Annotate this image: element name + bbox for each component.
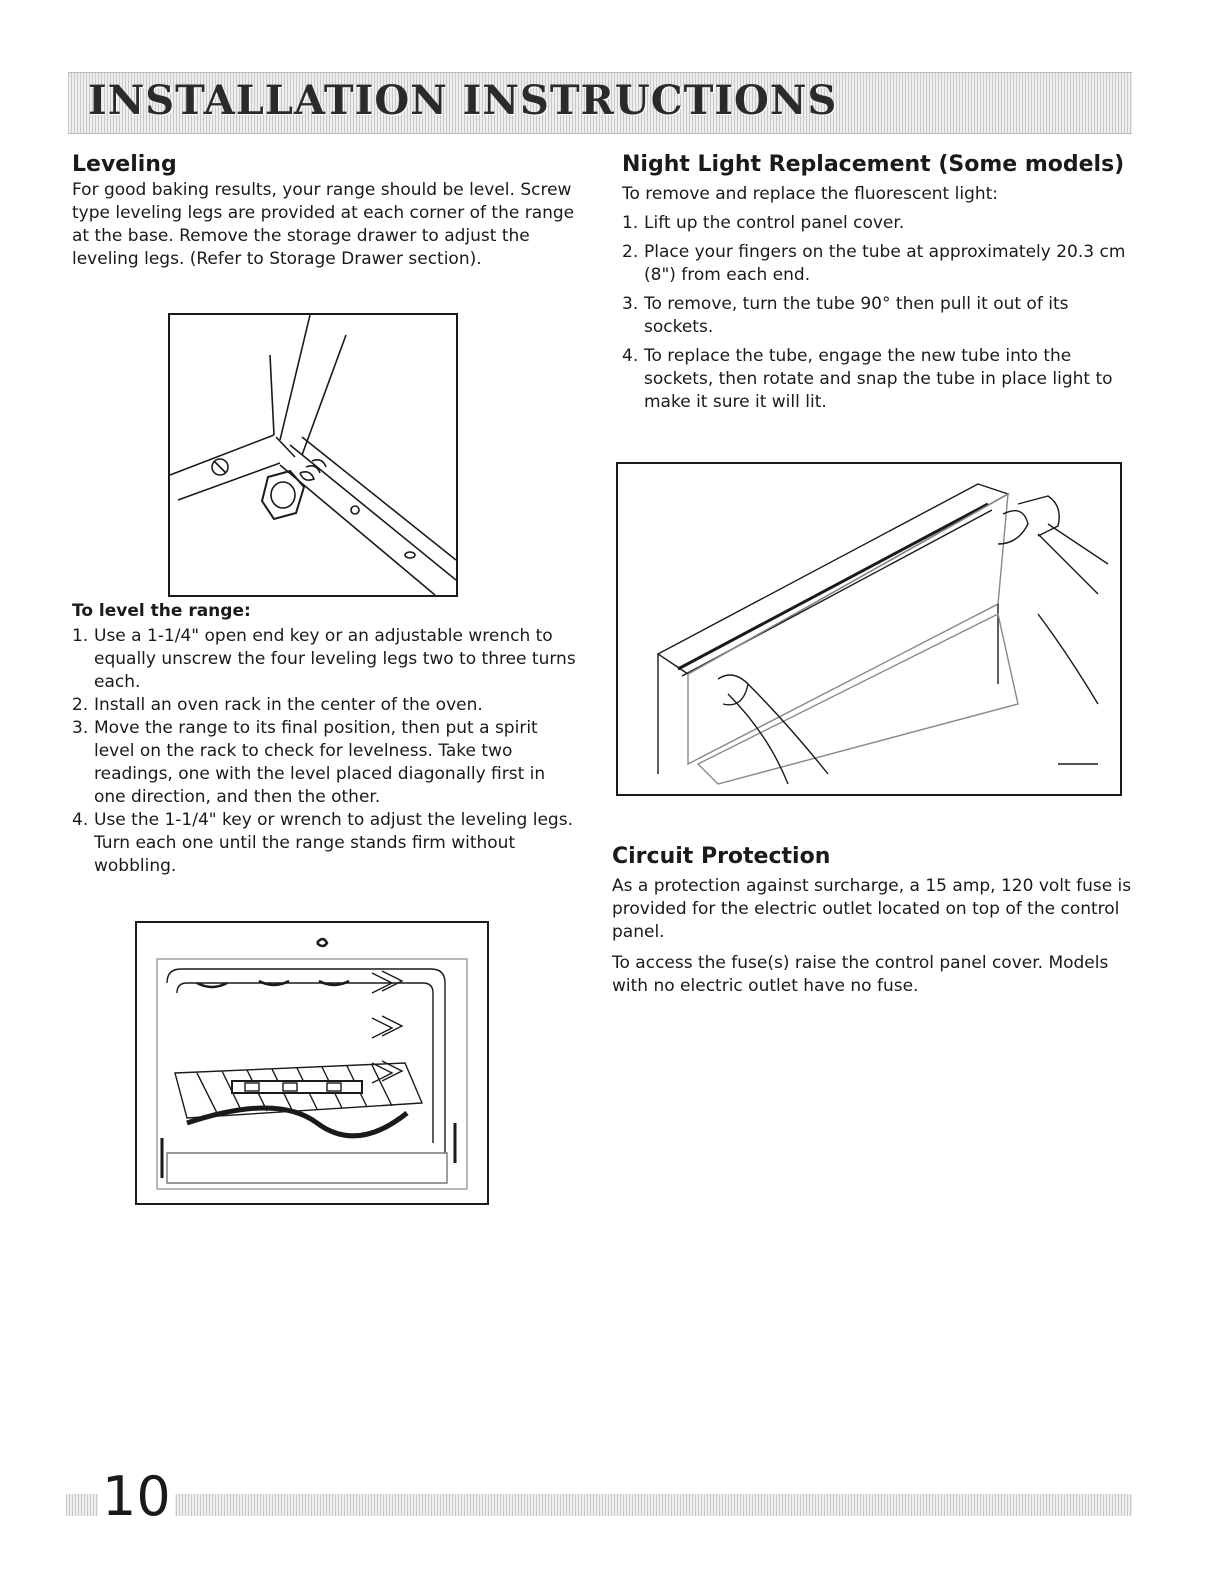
- night-light-section: [622, 152, 1142, 414]
- footer-bar-left: [66, 1494, 98, 1516]
- step-number: 1.: [72, 626, 89, 646]
- list-item: [72, 625, 577, 694]
- step-text: Use the 1-1/4" key or wrench to adjust the leveling legs. Turn each one until the range stands firm without wobbling.: [94, 810, 573, 876]
- list-item: [72, 809, 577, 878]
- night-light-steps-list: [622, 212, 1142, 414]
- oven-rack-illustration: [137, 923, 487, 1203]
- step-text: Move the range to its final position, then put a spirit level on the rack to check for levelness. Take two readings, one with the level placed diagonally first in one direction, and then the other.: [94, 718, 546, 807]
- circuit-para-2: To access the fuse(s) raise the control panel cover. Models with no electric outlet have no fuse.: [612, 953, 1109, 996]
- leveling-leg-illustration: [170, 315, 456, 595]
- step-number: 2.: [622, 242, 639, 262]
- night-light-illustration: [618, 464, 1120, 794]
- page-title: INSTALLATION INSTRUCTIONS: [88, 77, 838, 124]
- leveling-section: [72, 152, 577, 271]
- list-item: [622, 345, 1142, 414]
- leveling-intro: For good baking results, your range should be level. Screw type leveling legs are provided at each corner of the range at the base. Remove the storage drawer to adjust the leveling legs. (Refer to Storage Drawer section).: [72, 180, 575, 269]
- footer-bar: [170, 1494, 1132, 1516]
- step-text: Place your fingers on the tube at approximately 20.3 cm (8") from each end.: [644, 242, 1126, 285]
- step-number: 4.: [72, 810, 89, 830]
- step-number: 2.: [72, 695, 89, 715]
- step-number: 3.: [622, 294, 639, 314]
- list-item: [72, 717, 577, 809]
- leveling-heading: Leveling: [72, 152, 177, 177]
- list-item: [72, 694, 577, 717]
- oven-rack-level-figure: [135, 921, 489, 1205]
- circuit-heading: Circuit Protection: [612, 844, 831, 869]
- level-steps-list: [72, 625, 577, 878]
- page-number: 10: [98, 1466, 175, 1528]
- level-steps-heading: To level the range:: [72, 601, 251, 621]
- night-light-heading: Night Light Replacement (Some models): [622, 152, 1125, 177]
- leveling-leg-figure: [168, 313, 458, 597]
- step-text: Use a 1-1/4" open end key or an adjustable wrench to equally unscrew the four leveling legs two to three turns each.: [94, 626, 576, 692]
- list-item: [622, 212, 1142, 235]
- step-text: To replace the tube, engage the new tube into the sockets, then rotate and snap the tube in place light to make it sure it will lit.: [644, 346, 1113, 412]
- list-item: [622, 241, 1142, 287]
- step-text: Install an oven rack in the center of the oven.: [94, 695, 483, 715]
- step-text: To remove, turn the tube 90° then pull it out of its sockets.: [644, 294, 1069, 337]
- circuit-para-1: As a protection against surcharge, a 15 amp, 120 volt fuse is provided for the electric outlet located on top of the control panel.: [612, 876, 1132, 942]
- step-number: 3.: [72, 718, 89, 738]
- step-number: 1.: [622, 213, 639, 233]
- night-light-figure: [616, 462, 1122, 796]
- step-number: 4.: [622, 346, 639, 366]
- step-text: Lift up the control panel cover.: [644, 213, 905, 233]
- circuit-section: [612, 844, 1132, 998]
- night-light-intro: To remove and replace the fluorescent light:: [622, 184, 999, 204]
- list-item: [622, 293, 1142, 339]
- level-steps-section: [72, 601, 577, 878]
- header-banner: [68, 72, 1132, 134]
